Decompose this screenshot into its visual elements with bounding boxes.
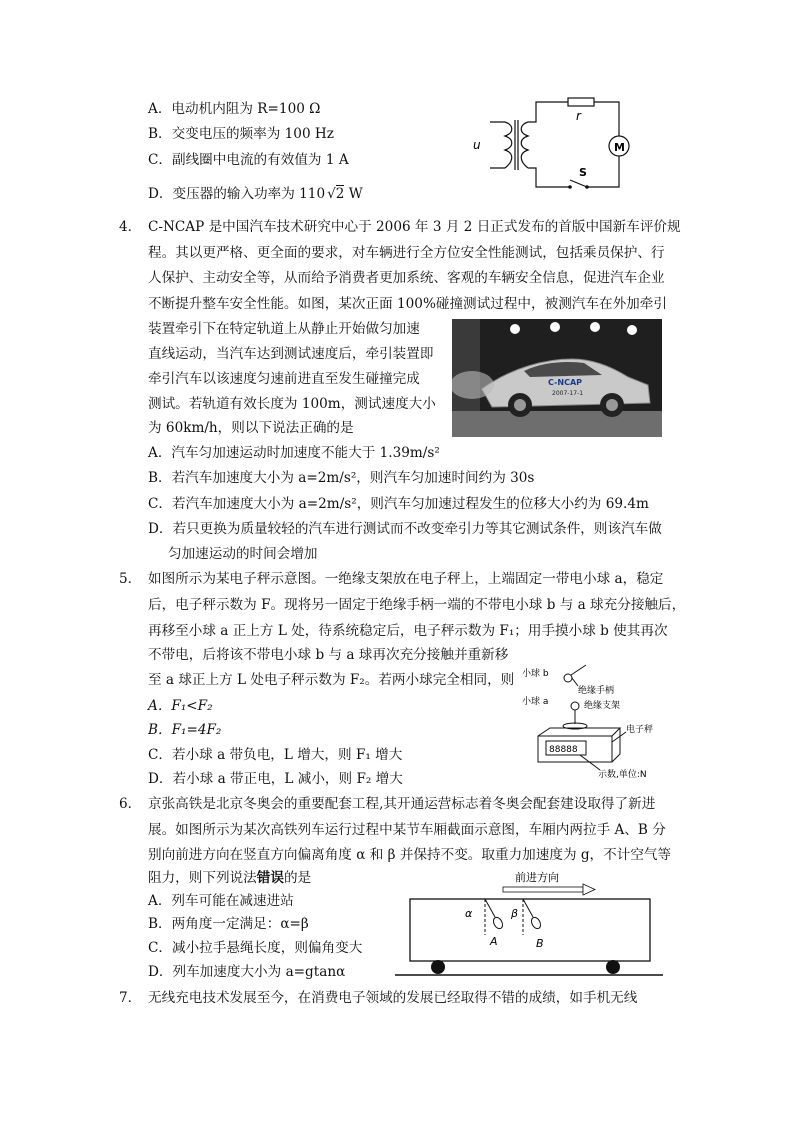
q7-number: 7． (119, 990, 142, 1006)
q6-line4-post: 的是 (283, 870, 312, 886)
ball-a-label: 小球 a (522, 697, 549, 707)
q5-stem-line: 不带电，后将该不带电小球 b 与 a 球再次充分接触并重新移 (148, 647, 509, 663)
q4-option-c: C．若汽车加速度大小为 a=2m/s²，则汽车匀加速过程发生的位移大小约为 69.4m (148, 496, 649, 512)
q5-option-c: C．若小球 a 带负电，L 增大，则 F₁ 增大 (148, 747, 403, 763)
transformer-circuit-diagram (470, 96, 640, 196)
q4-stem-line: 测试。若轨道有效长度为 100m，测试速度大小 (148, 396, 436, 412)
q6-stem-line: 京张高铁是北京冬奥会的重要配套工程,其开通运营标志着冬奥会配套建设取得了新进 (148, 796, 656, 812)
handle-a-label: A (490, 935, 498, 948)
q4-option-b: B．若汽车加速度大小为 a=2m/s²，则汽车匀加速时间约为 30s (148, 470, 535, 486)
alpha-label: α (465, 907, 473, 920)
switch-label: S (579, 166, 587, 179)
q4-stem-line: 程。其以更严格、更全面的要求，对车辆进行全方位安全性能测试，包括乘员保护、行 (148, 245, 665, 261)
q4-option-d-cont: 匀加速运动的时间会增加 (168, 546, 318, 562)
q5-stem-line: 后，电子秤示数为 F。现将另一固定于绝缘手柄一端的不带电小球 b 与 a 球充分接触后， (148, 597, 686, 613)
motor-label: M (614, 141, 625, 154)
crash-test-illustration (452, 319, 662, 437)
q4-number: 4． (119, 219, 142, 235)
circuit-u-label: u (473, 138, 481, 152)
q6-stem-line: 展。如图所示为某次高铁列车运行过程中某节车厢截面示意图，车厢内两拉手 A、B 分 (148, 822, 666, 838)
q5-option-d: D．若小球 a 带正电，L 减小，则 F₂ 增大 (148, 771, 403, 787)
q3-option-d (148, 184, 363, 204)
sqrt-symbol: √ (327, 186, 336, 202)
q6-stem-line: 别向前进方向在竖直方向偏离角度 α 和 β 并保持不变。取重力加速度为 g，不计空气等 (148, 847, 672, 863)
q4-stem-line: 直线运动，当汽车达到测试速度后，牵引装置即 (148, 346, 434, 362)
q5-option-b: B．F₁=4F₂ (148, 722, 222, 738)
q4-stem-line: 牵引汽车以该速度匀速前进直至发生碰撞完成 (148, 371, 420, 387)
beta-label: β (511, 907, 519, 920)
photo-plate: 2007-17-1 (552, 390, 584, 397)
reading-label: 示数,单位:N (598, 770, 647, 780)
direction-arrow (503, 884, 595, 895)
q3-option-c: C．副线圈中电流的有效值为 1 A (148, 152, 349, 168)
q7-stem-line: 无线充电技术发展至今，在消费电子领域的发展已经取得不错的成绩，如手机无线 (148, 990, 638, 1006)
ball-b-label: 小球 b (522, 669, 549, 679)
crash-test-photo (452, 319, 662, 437)
q3-option-d-unit: W (344, 186, 363, 202)
q4-option-d: D．若只更换为质量较轻的汽车进行测试而不改变牵引力等其它测试条件，则该汽车做 (148, 521, 662, 537)
q6-line4-pre: 阻力，则下列说法 (148, 870, 257, 886)
scale-label: 电子秤 (626, 725, 654, 735)
q5-option-a: A．F₁<F₂ (148, 698, 213, 714)
q3-option-a: A．电动机内阻为 R=100 Ω (148, 101, 321, 117)
q6-stem-line-4 (148, 868, 311, 888)
scale-display: 88888 (549, 745, 578, 755)
q4-stem-line: 人保护、主动安全等，从而给予消费者更加系统、客观的车辆安全信息，促进汽车企业 (148, 270, 665, 286)
electronic-scale-diagram (520, 660, 700, 780)
photo-logo: C-NCAP (548, 378, 582, 387)
q3-option-d-radicand: 2 (335, 186, 345, 202)
q4-stem-line: 为 60km/h，则以下说法正确的是 (148, 420, 354, 436)
q6-option-d: D．列车加速度大小为 a=gtanα (148, 964, 346, 980)
handle-b-label: B (536, 937, 544, 950)
q3-option-d-text: D．变压器的输入功率为 110 (148, 186, 326, 202)
q4-stem-line: C-NCAP 是中国汽车技术研究中心于 2006 年 3 月 2 日正式发布的首版中国新车评价规 (148, 219, 681, 235)
handle-label: 绝缘手柄 (578, 686, 615, 696)
q6-option-a: A．列车可能在减速进站 (148, 893, 294, 909)
q6-option-b: B．两角度一定满足：α=β (148, 916, 309, 932)
train-carriage-diagram (395, 865, 665, 980)
q5-stem-line: 如图所示为某电子秤示意图。一绝缘支架放在电子秤上，上端固定一带电小球 a，稳定 (148, 571, 664, 587)
q5-stem-line: 至 a 球正上方 L 处电子秤示数为 F₂。若两小球完全相同，则 (148, 672, 515, 688)
q6-option-c: C．减小拉手悬绳长度，则偏角变大 (148, 940, 363, 956)
direction-label: 前进方向 (515, 871, 559, 884)
q5-stem-line: 再移至小球 a 正上方 L 处，待系统稳定后，电子秤示数为 F₁；用手摸小球 b 使其再次 (148, 623, 668, 639)
q3-option-b: B．交变电压的频率为 100 Hz (148, 126, 334, 142)
q6-emphasis-word: 错误 (256, 870, 284, 886)
circuit-r-label: r (576, 109, 581, 123)
q4-stem-line: 不断提升整车安全性能。如图，某次正面 100%碰撞测试过程中，被测汽车在外加牵引 (148, 296, 667, 312)
q5-number: 5． (119, 571, 142, 587)
q4-stem-line: 装置牵引下在特定轨道上从静止开始做匀加速 (148, 321, 420, 337)
stand-label: 绝缘支架 (584, 701, 621, 711)
q6-number: 6． (119, 796, 142, 812)
q4-option-a: A．汽车匀加速运动时加速度不能大于 1.39m/s² (148, 445, 440, 461)
